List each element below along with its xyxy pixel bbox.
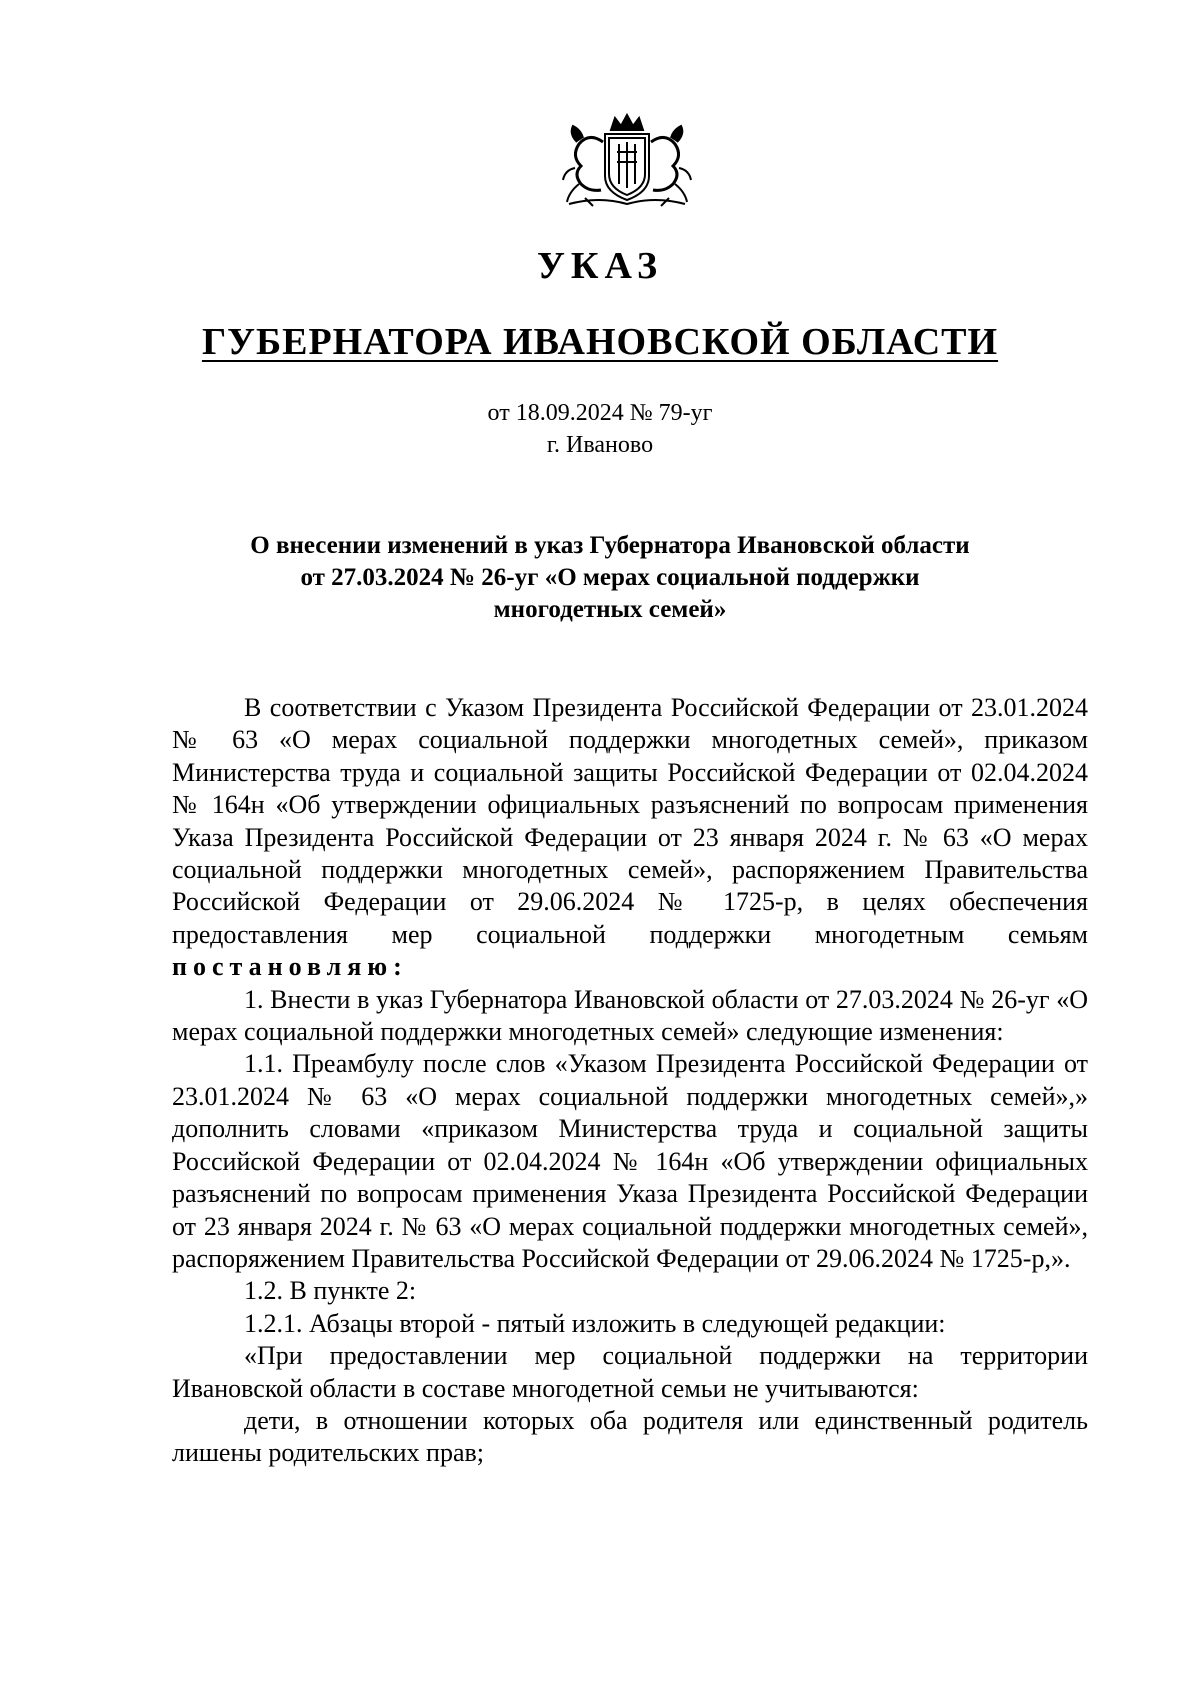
heading-line-1: О внесении изменений в указ Губернатора Ивановской области [250, 532, 970, 559]
paragraph-item-1-2: 1.2. В пункте 2: [244, 1276, 417, 1306]
document-heading [170, 530, 1050, 626]
paragraph-children: дети, в отношении которых оба родителя или единственный родитель лишены родительских прав; [172, 1405, 1088, 1468]
document-subtitle-wrap [0, 320, 1200, 364]
paragraph-quote-start: «При предоставлении мер социальной поддержки на территории Ивановской области в составе многодетной семьи не учитываются: [172, 1341, 1088, 1403]
document-subtitle: ГУБЕРНАТОРА ИВАНОВСКОЙ ОБЛАСТИ [201, 321, 999, 363]
document-title: УКАЗ [537, 245, 663, 287]
decree-colon: : [393, 952, 402, 982]
paragraph-item-1-1: 1.1. Преамбулу после слов «Указом Президента Российской Федерации от 23.01.2024 № 63 «О мерах социальной поддержки многодетных семей»,» дополнить словами «приказом Министерства труда и социальной защиты Российской Федерации от 02.04.2024 № 164н «Об утверждении официальных разъяснений по вопросам применения Указа Президента Российской Федерации от 23 января 2024 г. № 63 «О мерах социальной поддержки многодетных семей», распоряжением Правительства Российской Федерации от 29.06.2024 № 1725-р,». [172, 1049, 1088, 1273]
heading-line-3: многодетных семей» [493, 596, 727, 623]
paragraph-item-1: 1. Внести в указ Губернатора Ивановской области от 27.03.2024 № 26-уг «О мерах социальной поддержки многодетных семей» следующие изменения: [172, 984, 1088, 1047]
preamble-text: В соответствии с Указом Президента Российской Федерации от 23.01.2024 № 63 «О мерах социальной поддержки многодетных семей», приказом Министерства труда и социальной защиты Российской Федерации от 02.04.2024 № 164н «Об утверждении официальных разъяснений по вопросам применения Указа Президента Российской Федерации от 23 января 2024 г. № 63 «О мерах социальной поддержки многодетных семей», распоряжением Правительства Российской Федерации от 29.06.2024 № 1725-р, в целях обеспечения предоставления мер социальной поддержки многодетным семьям [172, 693, 1088, 949]
coat-of-arms-emblem [559, 112, 695, 210]
heading-line-2: от 27.03.2024 № 26-уг «О мерах социальной поддержки [300, 564, 920, 591]
document-body [172, 692, 1088, 1470]
decree-word: постановляю [172, 952, 394, 982]
document-date-number: от 18.09.2024 № 79-уг [487, 400, 713, 426]
paragraph-preamble [172, 692, 1088, 984]
paragraph-item-1-2-1: 1.2.1. Абзацы второй - пятый изложить в следующей редакции: [244, 1308, 946, 1338]
document-city: г. Иваново [546, 432, 654, 458]
